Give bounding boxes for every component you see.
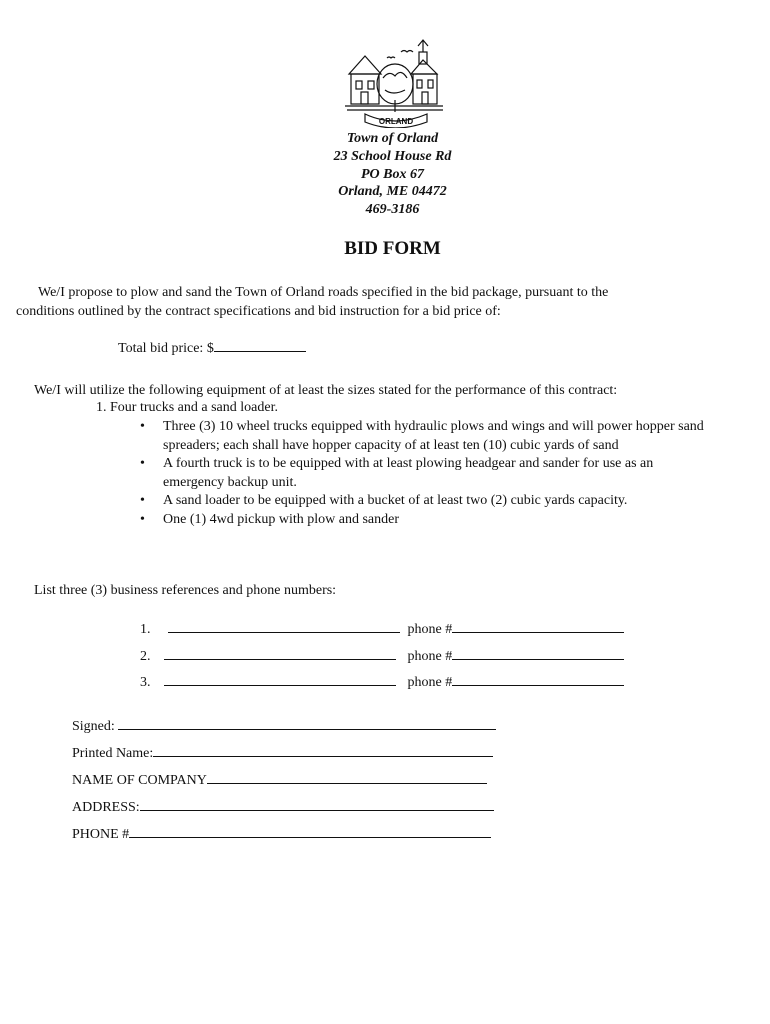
company-field[interactable]: [207, 770, 487, 784]
address-line: Town of Orland: [346, 131, 439, 146]
phone-label: phone #: [407, 675, 453, 690]
address-line: PO Box 67: [361, 166, 424, 182]
printed-name-row: [72, 743, 493, 762]
address-line: 23 School House Rd: [333, 148, 452, 164]
address-label: ADDRESS:: [72, 800, 140, 815]
reference-phone-field[interactable]: [452, 619, 624, 633]
bid-price-label: Total bid price: $: [118, 341, 214, 356]
phone-row-label: PHONE #: [72, 827, 130, 842]
intro-paragraph: [16, 284, 736, 321]
equipment-heading: We/I will utilize the following equipment of at least the sizes stated for the performance of this contract:: [34, 383, 618, 398]
references-heading: List three (3) business references and phone numbers:: [34, 583, 337, 598]
reference-row: [140, 619, 624, 638]
reference-name-field[interactable]: [168, 619, 400, 633]
list-item: • One (1) 4wd pickup with plow and sander: [140, 511, 715, 530]
phone-label: phone #: [407, 649, 453, 664]
address-line: Orland, ME 04472: [338, 184, 447, 200]
list-item: • A fourth truck is to be equipped with at least plowing headgear and sander for use as an emergency backup unit.: [140, 456, 654, 490]
printed-name-label: Printed Name:: [72, 746, 154, 761]
town-logo: [343, 34, 447, 128]
reference-row: [140, 646, 624, 665]
intro-line-2: conditions outlined by the contract specifications and bid instruction for a bid price of:: [16, 303, 501, 319]
address-row: [72, 797, 494, 816]
company-label: NAME OF COMPANY: [72, 773, 207, 788]
reference-number: 2.: [140, 649, 151, 664]
logo-banner-text: ORLAND: [378, 117, 414, 126]
reference-name-field[interactable]: [164, 672, 396, 686]
reference-row: [140, 672, 624, 691]
phone-label: phone #: [407, 622, 453, 637]
bid-price-row: [118, 338, 306, 357]
reference-number: 3.: [140, 675, 151, 690]
bullet-icon: •: [140, 419, 145, 434]
phone-field[interactable]: [129, 824, 491, 838]
bullet-icon: •: [140, 511, 145, 527]
reference-name-field[interactable]: [164, 646, 396, 660]
reference-phone-field[interactable]: [452, 646, 624, 660]
company-row: [72, 770, 487, 789]
town-hall-illustration: [343, 34, 447, 128]
printed-name-field[interactable]: [153, 743, 493, 757]
signed-field[interactable]: [118, 716, 496, 730]
list-item: • A sand loader to be equipped with a bucket of at least two (2) cubic yards capacity.: [140, 492, 715, 511]
intro-line-1: We/I propose to plow and sand the Town of Orland roads specified in the bid package, pursuant to the: [38, 285, 609, 300]
reference-phone-field[interactable]: [452, 672, 624, 686]
bullet-icon: •: [140, 456, 145, 471]
signed-row: [72, 716, 496, 735]
bid-price-field[interactable]: [214, 338, 306, 352]
list-item: • Three (3) 10 wheel trucks equipped with hydraulic plows and wings and will power hopper sand spreaders; each shall have hopper capacity of at least ten (10) cubic yards of sand: [140, 419, 704, 453]
address-block: [250, 130, 535, 219]
equipment-bullet-list: [140, 418, 715, 529]
address-field[interactable]: [140, 797, 494, 811]
equipment-numbered-item: 1. Four trucks and a sand loader.: [96, 400, 278, 415]
reference-number: 1.: [140, 622, 151, 637]
page-title: BID FORM: [344, 238, 441, 259]
bullet-icon: •: [140, 493, 145, 508]
address-line: 469-3186: [365, 202, 420, 218]
phone-row: [72, 824, 491, 843]
signed-label: Signed:: [72, 719, 115, 734]
